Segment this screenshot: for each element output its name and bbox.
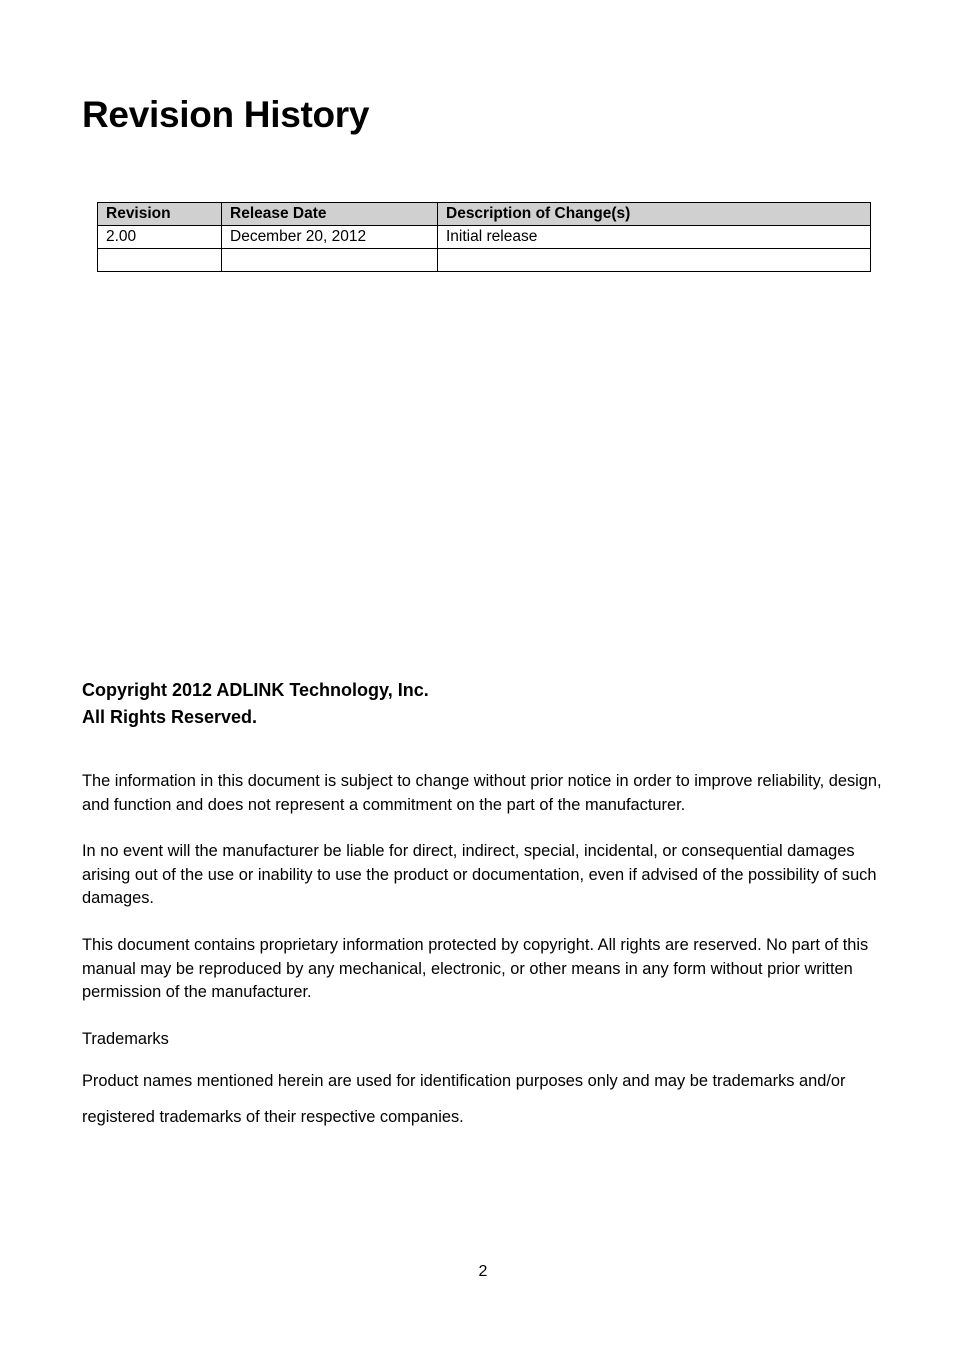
table-row: [98, 226, 871, 249]
cell-description: [438, 249, 871, 272]
page-title: Revision History: [82, 94, 370, 135]
copyright-notice: [82, 677, 429, 731]
page-number: 2: [478, 1263, 488, 1280]
table-header-row: [98, 203, 871, 226]
cell-release-date: [222, 249, 438, 272]
trademarks-heading: Trademarks: [82, 1030, 169, 1048]
column-header-revision: Revision: [98, 203, 222, 226]
column-header-description: Description of Change(s): [438, 203, 871, 226]
cell-release-date: December 20, 2012: [222, 226, 438, 249]
rights-reserved-line: All Rights Reserved.: [82, 707, 258, 727]
revision-history-table: [97, 202, 871, 272]
copyright-line: Copyright 2012 ADLINK Technology, Inc.: [82, 680, 429, 700]
column-header-release-date: Release Date: [222, 203, 438, 226]
table-row: [98, 249, 871, 272]
disclaimer-paragraph-proprietary: This document contains proprietary information protected by copyright. All rights are reserved. No part of this manual may be reproduced by any mechanical, electronic, or other means in any form without prior written permission of the manufacturer.: [82, 936, 869, 1001]
trademarks-paragraph: Product names mentioned herein are used for identification purposes only and may be trademarks and/or registered trademarks of their respective companies.: [82, 1072, 846, 1126]
disclaimer-paragraph-change-notice: The information in this document is subject to change without prior notice in order to improve reliability, design, and function and does not represent a commitment on the part of the manufacturer.: [82, 772, 882, 814]
cell-revision: [98, 249, 222, 272]
cell-revision: 2.00: [98, 226, 222, 249]
cell-description: Initial release: [438, 226, 871, 249]
disclaimer-paragraph-liability: In no event will the manufacturer be liable for direct, indirect, special, incidental, or consequential damages arising out of the use or inability to use the product or documentation, even if advised of the possibility of such damages.: [82, 842, 877, 907]
